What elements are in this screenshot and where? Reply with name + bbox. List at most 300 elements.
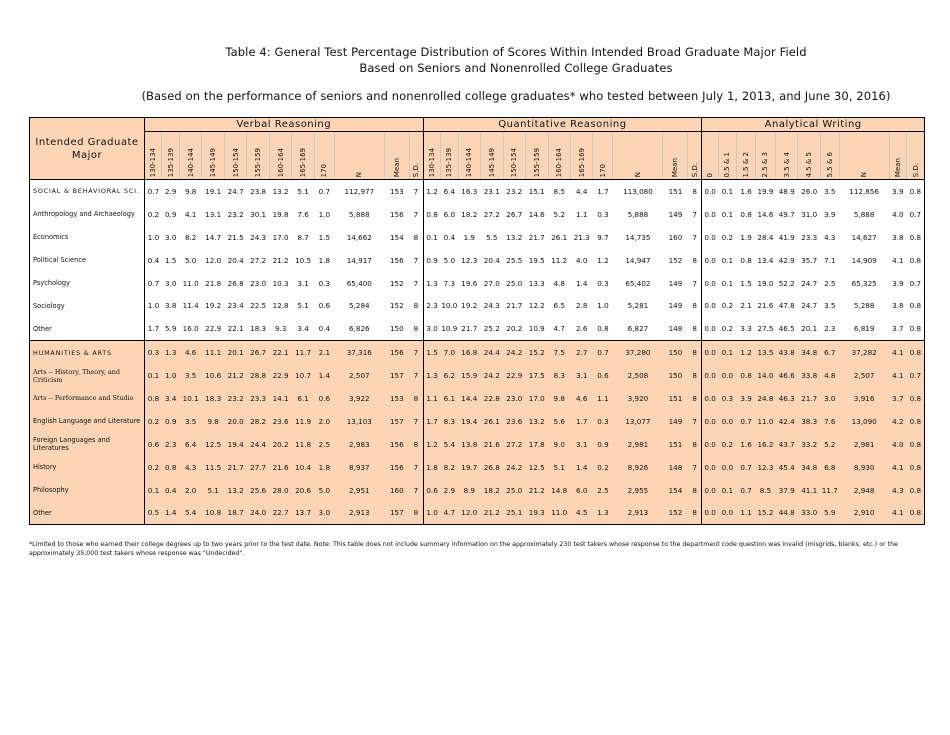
writing-cell: 1.5 bbox=[740, 278, 752, 288]
quant-cell: 1.5 bbox=[423, 341, 440, 364]
verbal-cell: 150 bbox=[389, 324, 404, 334]
quant-cell: 148 bbox=[663, 456, 688, 479]
writing-cell: 0.0 bbox=[702, 317, 718, 340]
verbal-cell: 21.8 bbox=[205, 278, 222, 288]
quant-cell: 2.7 bbox=[570, 341, 592, 364]
verbal-cell: 19.2 bbox=[205, 301, 222, 311]
verbal-cell: 22.1 bbox=[227, 324, 244, 334]
verbal-cell: 19.1 bbox=[205, 186, 222, 196]
writing-cell: 5.2 bbox=[820, 433, 839, 456]
verbal-cell: 4.3 bbox=[179, 456, 201, 479]
writing-cell: 1.2 bbox=[737, 341, 756, 364]
quant-cell: 16.3 bbox=[461, 186, 478, 196]
quant-cell: 0.6 bbox=[423, 479, 440, 502]
writing-cell: 65,325 bbox=[851, 278, 877, 288]
quant-cell: 0.4 bbox=[443, 232, 456, 242]
table-row bbox=[30, 180, 925, 203]
quant-cell: 0.1 bbox=[423, 226, 440, 249]
verbal-cell: 0.8 bbox=[162, 456, 179, 479]
verbal-cell: 22.9 bbox=[269, 364, 291, 387]
writing-cell: 0.7 bbox=[737, 479, 756, 502]
quant-cell: 0.3 bbox=[597, 278, 609, 288]
quant-cell: 1.0 bbox=[423, 501, 440, 524]
writing-cell: 45.4 bbox=[775, 456, 797, 479]
verbal-cell: 160 bbox=[384, 479, 409, 502]
quant-cell: 14.6 bbox=[528, 209, 545, 219]
verbal-cell: 8 bbox=[413, 301, 419, 311]
writing-cell: 43.7 bbox=[775, 433, 797, 456]
verbal-cell: 17.0 bbox=[272, 232, 289, 242]
writing-cell: 4.2 bbox=[889, 410, 906, 433]
quant-cell: 2.9 bbox=[441, 479, 458, 502]
writing-cell: 0.0 bbox=[702, 501, 718, 524]
verbal-cell: 23.4 bbox=[227, 301, 244, 311]
verbal-cell: 24.3 bbox=[250, 232, 267, 242]
major-label: Economics bbox=[30, 226, 145, 249]
quant-col-header: S.D. bbox=[688, 132, 702, 180]
quant-cell: 9.8 bbox=[548, 387, 570, 410]
writing-cell: 0.8 bbox=[907, 456, 925, 479]
quant-cell: 19.3 bbox=[526, 501, 548, 524]
verbal-col-header: 165-169 bbox=[292, 132, 314, 180]
quant-cell: 4.0 bbox=[576, 255, 588, 265]
writing-cell: 2,910 bbox=[839, 501, 889, 524]
verbal-cell: 1.0 bbox=[162, 364, 179, 387]
quant-cell: 13.2 bbox=[506, 232, 523, 242]
verbal-cell: 22.1 bbox=[269, 341, 291, 364]
quant-cell: 0.8 bbox=[423, 203, 440, 226]
verbal-cell: 13.7 bbox=[292, 501, 314, 524]
quant-cell: 5.2 bbox=[553, 209, 565, 219]
verbal-cell: 3.1 bbox=[297, 278, 309, 288]
verbal-cell: 3.4 bbox=[162, 387, 179, 410]
writing-cell: 0.0 bbox=[702, 294, 718, 317]
writing-cell: 0.8 bbox=[907, 387, 925, 410]
quant-cell: 1.0 bbox=[597, 301, 609, 311]
writing-cell: 0.8 bbox=[907, 341, 925, 364]
writing-cell: 14,909 bbox=[851, 255, 877, 265]
verbal-cell: 8,937 bbox=[334, 456, 384, 479]
verbal-reasoning-header: Verbal Reasoning bbox=[144, 118, 423, 132]
quant-cell: 2.8 bbox=[576, 301, 588, 311]
verbal-cell: 28.0 bbox=[269, 479, 291, 502]
verbal-cell: 4.6 bbox=[179, 341, 201, 364]
quant-cell: 27.0 bbox=[483, 278, 500, 288]
verbal-cell: 3.4 bbox=[297, 324, 309, 334]
quant-cell: 4.6 bbox=[570, 387, 592, 410]
verbal-cell: 25.6 bbox=[247, 479, 269, 502]
writing-cell: 0.8 bbox=[907, 501, 925, 524]
verbal-cell: 1.0 bbox=[144, 294, 161, 317]
verbal-cell: 5.4 bbox=[179, 501, 201, 524]
writing-cell: 5,888 bbox=[853, 209, 875, 219]
verbal-cell: 20.4 bbox=[227, 255, 244, 265]
writing-col-header: S.D. bbox=[907, 132, 925, 180]
quant-cell: 8.9 bbox=[458, 479, 480, 502]
quant-cell: 65,402 bbox=[625, 278, 651, 288]
verbal-cell: 8 bbox=[409, 433, 423, 456]
quant-cell: 0.3 bbox=[593, 410, 613, 433]
writing-cell: 14.0 bbox=[755, 364, 775, 387]
writing-cell: 1.6 bbox=[740, 186, 752, 196]
writing-cell: 47.8 bbox=[778, 301, 795, 311]
verbal-cell: 5.1 bbox=[297, 301, 309, 311]
verbal-cell: 11.7 bbox=[292, 341, 314, 364]
verbal-cell: 23.2 bbox=[224, 387, 246, 410]
writing-cell: 0.7 bbox=[907, 203, 925, 226]
writing-cell: 2.5 bbox=[824, 278, 836, 288]
quant-col-header: 170 bbox=[593, 132, 613, 180]
verbal-cell: 7 bbox=[413, 278, 419, 288]
writing-cell: 0.7 bbox=[737, 456, 756, 479]
quant-cell: 7.5 bbox=[548, 341, 570, 364]
verbal-cell: 7 bbox=[409, 456, 423, 479]
quant-cell: 20.2 bbox=[506, 324, 523, 334]
quant-cell: 18.2 bbox=[461, 209, 478, 219]
major-label: History bbox=[30, 456, 145, 479]
quant-cell: 24.2 bbox=[481, 364, 503, 387]
verbal-cell: 16.0 bbox=[182, 324, 199, 334]
writing-cell: 13,090 bbox=[839, 410, 889, 433]
verbal-cell: 154 bbox=[389, 232, 404, 242]
writing-cell: 24.7 bbox=[801, 301, 818, 311]
writing-cell: 3.9 bbox=[892, 278, 904, 288]
verbal-cell: 19.8 bbox=[272, 209, 289, 219]
quant-cell: 1.7 bbox=[423, 410, 440, 433]
quant-cell: 4.5 bbox=[570, 501, 592, 524]
quant-cell: 4.7 bbox=[553, 324, 565, 334]
quant-cell: 8.5 bbox=[553, 186, 565, 196]
writing-cell: 11.0 bbox=[755, 410, 775, 433]
writing-cell: 5,288 bbox=[853, 301, 875, 311]
quant-cell: 160 bbox=[668, 232, 683, 242]
verbal-cell: 10.8 bbox=[202, 501, 224, 524]
quant-cell: 21.2 bbox=[481, 501, 503, 524]
quant-cell: 0.2 bbox=[593, 456, 613, 479]
writing-cell: 46.5 bbox=[778, 324, 795, 334]
verbal-cell: 1.4 bbox=[314, 364, 334, 387]
score-distribution-table bbox=[29, 117, 925, 525]
verbal-cell: 0.6 bbox=[318, 301, 331, 311]
verbal-col-header: N bbox=[334, 132, 384, 180]
verbal-cell: 23.3 bbox=[247, 387, 269, 410]
writing-cell: 24.7 bbox=[801, 278, 818, 288]
writing-cell: 7.6 bbox=[820, 410, 839, 433]
quant-col-header: Mean bbox=[663, 132, 688, 180]
quant-cell: 8 bbox=[688, 387, 702, 410]
writing-cell: 0.8 bbox=[907, 226, 925, 249]
quant-col-header: 155-159 bbox=[526, 132, 548, 180]
verbal-cell: 5,888 bbox=[349, 209, 370, 219]
quant-cell: 8,926 bbox=[613, 456, 663, 479]
writing-cell: 48.9 bbox=[778, 186, 795, 196]
verbal-cell: 10.6 bbox=[202, 364, 224, 387]
verbal-cell: 28.8 bbox=[247, 364, 269, 387]
verbal-cell: 7 bbox=[409, 341, 423, 364]
writing-cell: 3.9 bbox=[824, 209, 836, 219]
table-row bbox=[30, 317, 925, 340]
major-label: Philosophy bbox=[30, 479, 145, 502]
quant-cell: 24.2 bbox=[503, 456, 525, 479]
writing-cell: 6.7 bbox=[820, 341, 839, 364]
verbal-cell: 5,284 bbox=[349, 301, 370, 311]
verbal-cell: 14,662 bbox=[346, 232, 372, 242]
writing-cell: 0.1 bbox=[721, 278, 734, 288]
quant-cell: 19.4 bbox=[458, 410, 480, 433]
quant-col-header: 135-139 bbox=[441, 132, 458, 180]
quant-cell: 149 bbox=[668, 209, 683, 219]
writing-cell: 33.2 bbox=[798, 433, 820, 456]
writing-cell: 13.5 bbox=[755, 341, 775, 364]
writing-cell: 0.0 bbox=[702, 226, 718, 249]
quant-cell: 8.3 bbox=[548, 364, 570, 387]
verbal-cell: 22.7 bbox=[269, 501, 291, 524]
writing-col-header: 3.5 & 4 bbox=[775, 132, 797, 180]
quant-cell: 1.3 bbox=[423, 272, 440, 295]
quant-cell: 19.5 bbox=[528, 255, 545, 265]
verbal-cell: 5.9 bbox=[164, 324, 177, 334]
major-label: Other bbox=[30, 317, 145, 340]
verbal-cell: 2.3 bbox=[162, 433, 179, 456]
quant-cell: 1.4 bbox=[570, 456, 592, 479]
quant-cell: 2,955 bbox=[613, 479, 663, 502]
writing-cell: 0.1 bbox=[721, 209, 734, 219]
writing-cell: 0.2 bbox=[721, 301, 734, 311]
verbal-cell: 0.1 bbox=[144, 364, 161, 387]
major-label: Foreign Languages and Literatures bbox=[30, 433, 145, 456]
quant-cell: 0.3 bbox=[597, 209, 609, 219]
quant-cell: 12.5 bbox=[526, 456, 548, 479]
writing-col-header: Mean bbox=[889, 132, 906, 180]
writing-cell: 49.7 bbox=[778, 209, 795, 219]
quant-cell: 11.2 bbox=[551, 255, 568, 265]
writing-cell: 2,981 bbox=[839, 433, 889, 456]
quant-cell: 23.0 bbox=[503, 387, 525, 410]
writing-cell: 2,948 bbox=[839, 479, 889, 502]
quant-cell: 21.3 bbox=[573, 232, 590, 242]
writing-cell: 2.1 bbox=[740, 301, 752, 311]
verbal-cell: 22.5 bbox=[250, 301, 267, 311]
quant-cell: 1.2 bbox=[423, 180, 440, 203]
quant-cell: 24.3 bbox=[483, 301, 500, 311]
quant-cell: 21.7 bbox=[461, 324, 478, 334]
writing-cell: 4.1 bbox=[889, 501, 906, 524]
verbal-cell: 13.2 bbox=[272, 186, 289, 196]
major-label: Political Science bbox=[30, 249, 145, 272]
quant-cell: 15.2 bbox=[526, 341, 548, 364]
writing-cell: 42.4 bbox=[775, 410, 797, 433]
writing-cell: 0.0 bbox=[702, 249, 718, 272]
verbal-cell: 152 bbox=[389, 301, 404, 311]
writing-cell: 0.1 bbox=[721, 255, 734, 265]
quant-cell: 5.0 bbox=[443, 255, 456, 265]
quant-col-header: 145-149 bbox=[481, 132, 503, 180]
quant-cell: 8 bbox=[692, 255, 697, 265]
verbal-cell: 23.6 bbox=[269, 410, 291, 433]
major-label: Arts -- History, Theory, and Criticism bbox=[30, 364, 145, 387]
quant-cell: 5,281 bbox=[627, 301, 649, 311]
quant-cell: 152 bbox=[663, 501, 688, 524]
writing-cell: 0.8 bbox=[740, 255, 752, 265]
quant-cell: 13.8 bbox=[458, 433, 480, 456]
major-label: English Language and Literature bbox=[30, 410, 145, 433]
verbal-cell: 1.0 bbox=[144, 226, 161, 249]
quant-col-header: 165-169 bbox=[570, 132, 592, 180]
quant-cell: 5.6 bbox=[548, 410, 570, 433]
verbal-cell: 21.7 bbox=[224, 456, 246, 479]
verbal-cell: 156 bbox=[384, 433, 409, 456]
verbal-cell: 18.3 bbox=[250, 324, 267, 334]
quant-cell: 151 bbox=[663, 433, 688, 456]
quant-cell: 2.3 bbox=[423, 294, 440, 317]
verbal-cell: 0.6 bbox=[144, 433, 161, 456]
writing-cell: 8.5 bbox=[755, 479, 775, 502]
quant-cell: 7.0 bbox=[441, 341, 458, 364]
quant-cell: 8 bbox=[688, 479, 702, 502]
table-row bbox=[30, 387, 925, 410]
verbal-col-header: 145-149 bbox=[202, 132, 224, 180]
quant-cell: 4.8 bbox=[553, 278, 565, 288]
writing-cell: 0.7 bbox=[907, 272, 925, 295]
verbal-cell: 0.9 bbox=[164, 209, 177, 219]
quant-cell: 149 bbox=[668, 278, 683, 288]
writing-cell: 42.9 bbox=[778, 255, 795, 265]
quant-cell: 7 bbox=[692, 278, 697, 288]
quant-cell: 9.7 bbox=[597, 232, 609, 242]
quant-cell: 13.2 bbox=[526, 410, 548, 433]
quant-cell: 12.3 bbox=[461, 255, 478, 265]
intended-major-header: Intended Graduate Major bbox=[30, 118, 145, 180]
quant-cell: 21.7 bbox=[506, 301, 523, 311]
writing-cell: 3.8 bbox=[892, 232, 904, 242]
writing-cell: 4.1 bbox=[889, 456, 906, 479]
verbal-cell: 14.7 bbox=[205, 232, 222, 242]
verbal-cell: 11.9 bbox=[292, 410, 314, 433]
quant-cell: 15.1 bbox=[528, 186, 545, 196]
writing-cell: 112,856 bbox=[849, 186, 880, 196]
writing-cell: 2,507 bbox=[839, 364, 889, 387]
verbal-cell: 7 bbox=[409, 479, 423, 502]
writing-cell: 0.8 bbox=[737, 364, 756, 387]
major-label: SOCIAL & BEHAVIORAL SCI. bbox=[30, 180, 145, 203]
verbal-cell: 2.5 bbox=[314, 433, 334, 456]
quant-cell: 6.1 bbox=[441, 387, 458, 410]
verbal-cell: 0.8 bbox=[144, 387, 161, 410]
verbal-cell: 7 bbox=[409, 364, 423, 387]
table-row bbox=[30, 410, 925, 433]
verbal-cell: 18.3 bbox=[202, 387, 224, 410]
verbal-cell: 7 bbox=[413, 255, 419, 265]
writing-cell: 0.0 bbox=[718, 364, 737, 387]
verbal-cell: 10.3 bbox=[272, 278, 289, 288]
verbal-col-header: 140-144 bbox=[179, 132, 201, 180]
writing-cell: 0.0 bbox=[702, 203, 718, 226]
writing-cell: 31.0 bbox=[801, 209, 818, 219]
verbal-cell: 1.5 bbox=[164, 255, 177, 265]
quant-cell: 26.1 bbox=[481, 410, 503, 433]
verbal-cell: 11.4 bbox=[182, 301, 199, 311]
writing-cell: 0.0 bbox=[718, 456, 737, 479]
quant-cell: 7 bbox=[688, 410, 702, 433]
quant-col-header: 150-154 bbox=[503, 132, 525, 180]
writing-cell: 0.8 bbox=[740, 209, 752, 219]
quant-cell: 12.0 bbox=[458, 501, 480, 524]
verbal-cell: 0.4 bbox=[318, 324, 331, 334]
quant-cell: 1.4 bbox=[576, 278, 588, 288]
quant-cell: 9.0 bbox=[548, 433, 570, 456]
quant-cell: 1.8 bbox=[423, 456, 440, 479]
writing-cell: 0.0 bbox=[702, 387, 718, 410]
quant-cell: 1.1 bbox=[423, 387, 440, 410]
writing-cell: 35.7 bbox=[801, 255, 818, 265]
quant-cell: 6,827 bbox=[627, 324, 649, 334]
writing-cell: 0.1 bbox=[718, 341, 737, 364]
writing-cell: 13.4 bbox=[757, 255, 774, 265]
verbal-cell: 20.6 bbox=[292, 479, 314, 502]
major-label: Psychology bbox=[30, 272, 145, 295]
verbal-cell: 2.0 bbox=[314, 410, 334, 433]
writing-cell: 0.0 bbox=[718, 501, 737, 524]
quant-cell: 19.2 bbox=[461, 301, 478, 311]
verbal-cell: 0.4 bbox=[162, 479, 179, 502]
table-row bbox=[30, 364, 925, 387]
verbal-cell: 2.9 bbox=[164, 186, 177, 196]
writing-cell: 14,627 bbox=[851, 232, 877, 242]
major-label: HUMANITIES & ARTS bbox=[30, 341, 145, 364]
analytical-writing-header: Analytical Writing bbox=[702, 118, 925, 132]
writing-cell: 3.3 bbox=[740, 324, 752, 334]
verbal-cell: 13.1 bbox=[205, 209, 222, 219]
writing-cell: 4.3 bbox=[824, 232, 836, 242]
verbal-cell: 156 bbox=[384, 341, 409, 364]
quant-cell: 7.3 bbox=[443, 278, 456, 288]
verbal-col-header: 135-139 bbox=[162, 132, 179, 180]
quant-cell: 3.1 bbox=[570, 364, 592, 387]
verbal-cell: 26.7 bbox=[247, 341, 269, 364]
quant-cell: 12.2 bbox=[528, 301, 545, 311]
writing-cell: 44.8 bbox=[775, 501, 797, 524]
quant-cell: 1.7 bbox=[597, 186, 609, 196]
verbal-cell: 0.6 bbox=[314, 387, 334, 410]
verbal-cell: 153 bbox=[384, 387, 409, 410]
writing-cell: 14.6 bbox=[757, 209, 774, 219]
writing-cell: 46.3 bbox=[775, 387, 797, 410]
writing-cell: 0.3 bbox=[718, 387, 737, 410]
verbal-cell: 157 bbox=[384, 501, 409, 524]
verbal-cell: 3,922 bbox=[334, 387, 384, 410]
quant-cell: 13.3 bbox=[528, 278, 545, 288]
quant-cell: 8 bbox=[692, 186, 697, 196]
quant-cell: 151 bbox=[663, 387, 688, 410]
verbal-cell: 2,913 bbox=[334, 501, 384, 524]
verbal-cell: 157 bbox=[384, 410, 409, 433]
table-title: Table 4: General Test Percentage Distribution of Scores Within Intended Broad Graduate Major Field bbox=[225, 45, 807, 59]
verbal-cell: 24.0 bbox=[247, 501, 269, 524]
writing-cell: 0.8 bbox=[907, 294, 925, 317]
verbal-cell: 28.2 bbox=[247, 410, 269, 433]
quant-cell: 14.8 bbox=[548, 479, 570, 502]
quant-cell: 1.1 bbox=[593, 387, 613, 410]
quant-cell: 8 bbox=[688, 433, 702, 456]
writing-cell: 4.8 bbox=[820, 364, 839, 387]
writing-cell: 3,916 bbox=[839, 387, 889, 410]
verbal-cell: 1.8 bbox=[314, 456, 334, 479]
writing-cell: 3.7 bbox=[892, 324, 904, 334]
verbal-cell: 23.0 bbox=[250, 278, 267, 288]
verbal-cell: 8 bbox=[409, 387, 423, 410]
writing-cell: 34.8 bbox=[798, 341, 820, 364]
verbal-cell: 5.0 bbox=[184, 255, 197, 265]
